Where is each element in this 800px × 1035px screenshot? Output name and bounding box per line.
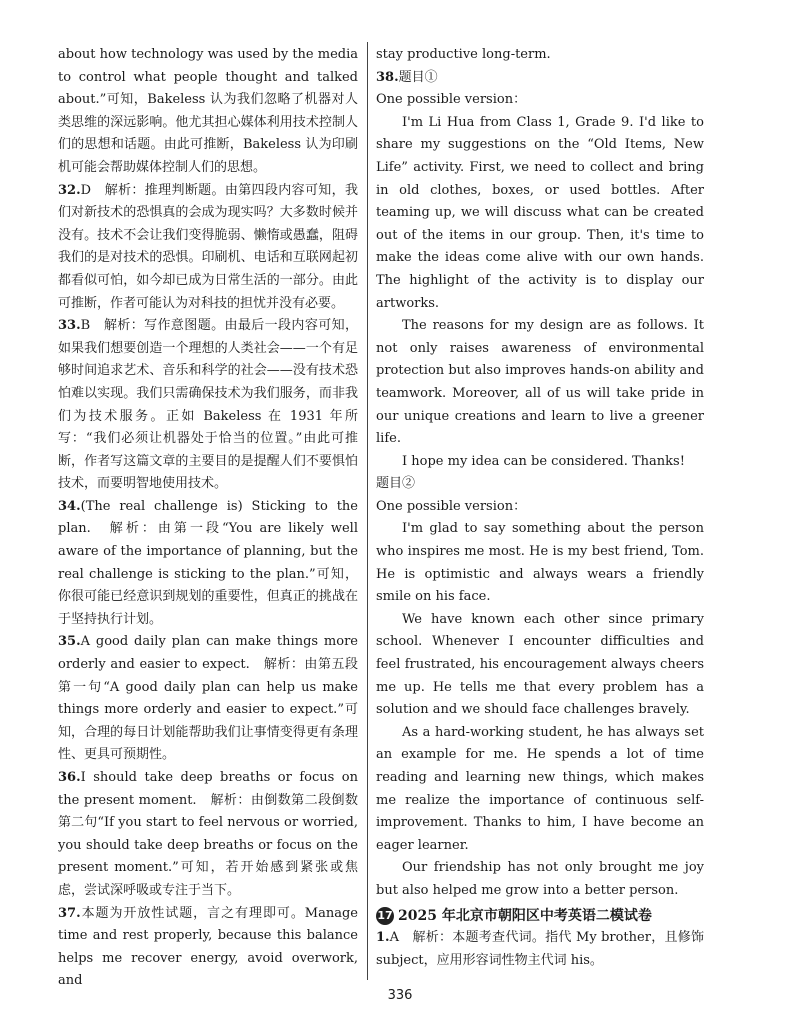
- version-label: One possible version：: [376, 92, 527, 108]
- right-continued-text: stay productive long-term.: [376, 47, 551, 62]
- answer-33: [58, 315, 358, 496]
- essay-paragraph: As a hard-working student, he has always set an example for me. He spends a lot of time reading and learning new things, which makes me realize the importance of continuous self-improvement. Thanks to him, I have become an eager learner.: [376, 724, 704, 853]
- answer-38-label: [376, 67, 704, 90]
- essay-paragraph: We have known each other since primary school. Whenever I encounter difficulties and feel frustrated, his encouragement always cheers me up. He tells me that every problem has a solution and we should face challenges bravely.: [376, 611, 704, 718]
- essay-paragraph: The reasons for my design are as follows. It not only raises awareness of environmental protection but also improves hands-on ability and teamwork. Moreover, all of us will take pride in our unique creations and learn to live a greener life.: [376, 318, 704, 447]
- answer-number: 36.: [58, 770, 81, 785]
- answer-number: 37.: [58, 905, 81, 921]
- version-label: One possible version：: [376, 498, 527, 514]
- answer-36: [58, 767, 358, 903]
- left-column: [58, 44, 358, 993]
- answer-text: I should take deep breaths or focus on the present moment. 解析：由倒数第二段倒数第二句“If you start to feel nervous or worried, you should take deep breaths or focus on the present moment.”可知，若开始感到紧张或焦虑，尝试深呼吸或专注于当下。: [58, 770, 358, 898]
- answer-number: 35.: [58, 634, 81, 650]
- section-title: 2025 年北京市朝阳区中考英语二模试卷: [398, 907, 652, 924]
- section-number-badge: 17: [376, 907, 394, 925]
- column-divider: [367, 42, 368, 980]
- right-column: [376, 44, 704, 972]
- answer-1: [376, 927, 704, 972]
- answer-text: D 解析：推理判断题。由第四段内容可知，我们对新技术的恐惧真的会成为现实吗？大多数时候并没有。技术不会让我们变得脆弱、懒惰或愚蠢，阻碍我们的是对技术的恐惧。印刷机、电话和互联网起初都看似可怕，如今却已成为日常生活的一部分。由此可推断，作者可能认为对科技的担忧并没有必要。: [58, 182, 358, 311]
- answer-number: 38.: [376, 69, 399, 85]
- answer-number: 34.: [58, 498, 81, 514]
- answer-number: 33.: [58, 318, 81, 334]
- answer-35: [58, 631, 358, 767]
- essay-paragraph: Our friendship has not only brought me joy but also helped me grow into a better person.: [376, 860, 704, 898]
- answer-text: (The real challenge is) Sticking to the plan. 解析：由第一段“You are likely well aware of the importance of planning, but the real challenge is sticking to the plan.”可知，你很可能已经意识到规划的重要性，但真正的挑战在于坚持执行计划。: [58, 498, 358, 627]
- prompt-label: 题目②: [376, 476, 416, 492]
- section-heading: [376, 905, 704, 928]
- answer-number: 1.: [376, 930, 390, 946]
- page-number: 336: [387, 988, 413, 1003]
- answer-text: A 解析：本题考查代词。指代 My brother，且修饰 subject，应用形容词性物主代词 his。: [376, 930, 704, 968]
- left-continued-text: about how technology was used by the media to control what people thought and talked about.”可知，Bakeless 认为我们忽略了机器对人类思维的深远影响。他尤其担心媒体利用技术控制人们的思想和话题。由此可推断，Bakeless 认为印刷机可能会帮助媒体控制人们的思想。: [58, 47, 358, 175]
- answer-34: [58, 496, 358, 632]
- essay-paragraph: I'm Li Hua from Class 1, Grade 9. I'd like to share my suggestions on the “Old Items, New Life” activity. First, we need to collect and bring in old clothes, boxes, or used bottles. After teaming up, we will discuss what can be created out of the items in our group. Then, it's time to make the ideas come alive with our own hands. The highlight of the activity is to display our artworks.: [376, 114, 704, 311]
- answer-number: 32.: [58, 182, 81, 198]
- prompt-label: 题目①: [398, 69, 438, 85]
- answer-text: 本题为开放性试题，言之有理即可。Manage time and rest properly, because this balance helps me recover energy, avoid overwork, and: [58, 905, 358, 989]
- answer-text: A good daily plan can make things more orderly and easier to expect. 解析：由第五段第一句“A good daily plan can help us make things more orderly and easier to expect.”可知，合理的每日计划能帮助我们让事情变得更有条理性、更具可预期性。: [58, 634, 358, 763]
- answer-32: [58, 180, 358, 316]
- essay-paragraph: I hope my idea can be considered. Thanks!: [402, 453, 685, 469]
- answer-text: B 解析：写作意图题。由最后一段内容可知，如果我们想要创造一个理想的人类社会——一个有足够时间追求艺术、音乐和科学的社会——没有技术恐怕难以实现。我们只需确保技术为我们服务，而非我们为技术服务。正如 Bakeless 在 1931 年所写：“我们必须让机器处于恰当的位置。”由此可推断，作者写这篇文章的主要目的是提醒人们不要惧怕技术，而要明智地使用技术。: [58, 318, 358, 492]
- answer-37: [58, 903, 358, 993]
- essay-paragraph: I'm glad to say something about the person who inspires me most. He is my best friend, Tom. He is optimistic and always wears a friendly smile on his face.: [376, 521, 704, 605]
